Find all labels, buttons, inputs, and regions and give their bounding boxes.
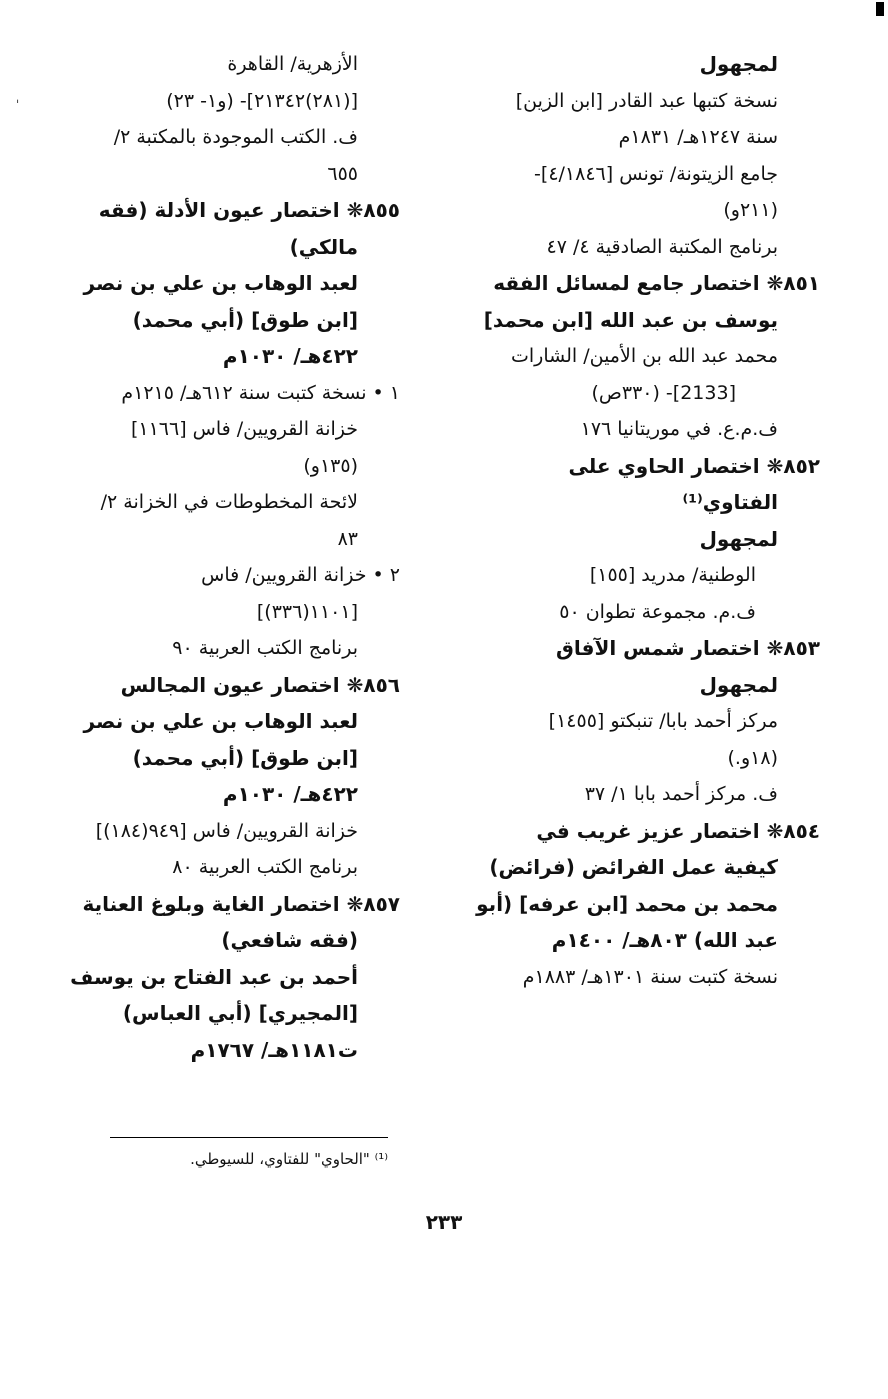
right-column-line: يوسف بن عبد الله [ابن محمد] (483, 307, 778, 332)
right-column-line: نسخة كتبها عبد القادر [ابن الزين] (515, 89, 778, 112)
left-column-line: ٨٥٧❋ اختصار الغاية وبلوغ العناية (82, 891, 400, 916)
left-column-line: برنامج الكتب العربية ٨٠ (172, 856, 358, 878)
left-column-line: لعبد الوهاب بن علي بن نصر (83, 271, 358, 295)
left-column-line: ١ • نسخة كتبت سنة ٦١٢هـ/ ١٢١٥م (121, 381, 400, 404)
scan-corner-mark (876, 2, 884, 16)
left-column-line: ٨٥٦❋ اختصار عيون المجالس (120, 672, 400, 697)
left-column-line: ت١١٨١هـ/ ١٧٦٧م (190, 1037, 358, 1062)
right-column-line: ٨٥٢❋ اختصار الحاوي على (568, 453, 820, 478)
right-column-line: لمجهول (699, 672, 778, 697)
left-column-line: ٤٢٢هـ/ ١٠٣٠م (222, 344, 358, 368)
left-column-line: [ابن طوق] (أبي محمد) (132, 745, 358, 770)
left-column (38, 46, 400, 1068)
left-column-line: ف. الكتب الموجودة بالمكتبة ٢/ (113, 126, 358, 148)
right-column-line: نسخة كتبت سنة ١٣٠١هـ/ ١٨٨٣م (522, 965, 778, 988)
left-column-line: ٦٥٥ (327, 162, 358, 185)
right-column-line: لمجهول (699, 52, 778, 76)
left-column-line: (فقه شافعي) (221, 928, 358, 952)
left-column-line: ٨٣ (337, 527, 358, 550)
right-column (438, 46, 820, 995)
right-column-line: ف. مركز أحمد بابا ١/ ٣٧ (584, 783, 778, 805)
right-column-line: جامع الزيتونة/ تونس [٤/١٨٤٦]- (534, 162, 778, 185)
right-column-line: محمد عبد الله بن الأمين/ الشارات (511, 345, 778, 367)
left-column-line: [١١٠١(٣٣٦)] (256, 600, 358, 623)
left-column-line: [(٢٨١)٢١٣٤٢]- (و١- ٢٣) (166, 89, 358, 112)
right-column-line: ٨٥١❋ اختصار جامع لمسائل الفقه (493, 271, 820, 295)
right-column-line: (١٨و.) (727, 746, 778, 769)
right-column-line: كيفية عمل الفرائض (فرائض) (489, 855, 778, 879)
left-column-line: [ابن طوق] (أبي محمد) (132, 307, 358, 332)
left-column-line: لائحة المخطوطات في الخزانة ٢/ (100, 491, 358, 513)
left-column-line: خزانة القرويين/ فاس [١١٦٦] (130, 418, 358, 440)
right-column-line: ٨٥٤❋ اختصار عزيز غريب في (536, 818, 820, 843)
right-column-line: برنامج المكتبة الصادقية ٤/ ٤٧ (546, 235, 778, 258)
right-column-line: ف.م. مجموعة تطوان ٥٠ (559, 600, 756, 623)
right-column-line: (٢١١و) (723, 199, 778, 221)
left-column-line: ٨٥٥❋ اختصار عيون الأدلة (فقه (98, 198, 400, 222)
right-column-line: الفتاوي⁽¹⁾ (682, 490, 778, 514)
left-column-line: لعبد الوهاب بن علي بن نصر (83, 709, 358, 733)
left-column-line: (١٣٥و) (303, 454, 358, 477)
right-column-line: الوطنية/ مدريد [١٥٥] (589, 564, 756, 586)
right-column-line: [2133]- (٣٣٠ص) (591, 381, 736, 404)
right-column-line: ف.م.ع. في موريتانيا ١٧٦ (580, 418, 778, 440)
right-column-line: مركز أحمد بابا/ تنبكتو [١٤٥٥] (548, 710, 778, 732)
page-number: ٢٣٣ (425, 1210, 463, 1234)
left-column-line: [المجيري] (أبي العباس) (122, 1001, 358, 1025)
footnote-rule (110, 1137, 388, 1138)
left-column-line: أحمد بن عبد الفتاح بن يوسف (70, 964, 358, 989)
scan-speck: ˈ (16, 98, 20, 112)
right-column-line: ٨٥٣❋ اختصار شمس الآفاق (555, 636, 820, 660)
left-column-line: مالكي) (289, 234, 358, 259)
left-column-line: خزانة القرويين/ فاس [٩٤٩(١٨٤)] (95, 819, 358, 842)
left-column-line: الأزهرية/ القاهرة (227, 53, 358, 75)
left-column-line: ٢ • خزانة القرويين/ فاس (201, 564, 400, 586)
right-column-line: سنة ١٢٤٧هـ/ ١٨٣١م (618, 126, 778, 148)
right-column-line: عبد الله) ٨٠٣هـ/ ١٤٠٠م (551, 928, 778, 952)
left-column-line: برنامج الكتب العربية ٩٠ (172, 637, 358, 659)
right-column-line: لمجهول (699, 526, 778, 551)
left-column-line: ٤٢٢هـ/ ١٠٣٠م (222, 782, 358, 806)
right-column-line: محمد بن محمد [ابن عرفه] (أبو (476, 891, 778, 916)
footnote: ⁽¹⁾ "الحاوي" للفتاوي، للسيوطي. (190, 1150, 388, 1168)
